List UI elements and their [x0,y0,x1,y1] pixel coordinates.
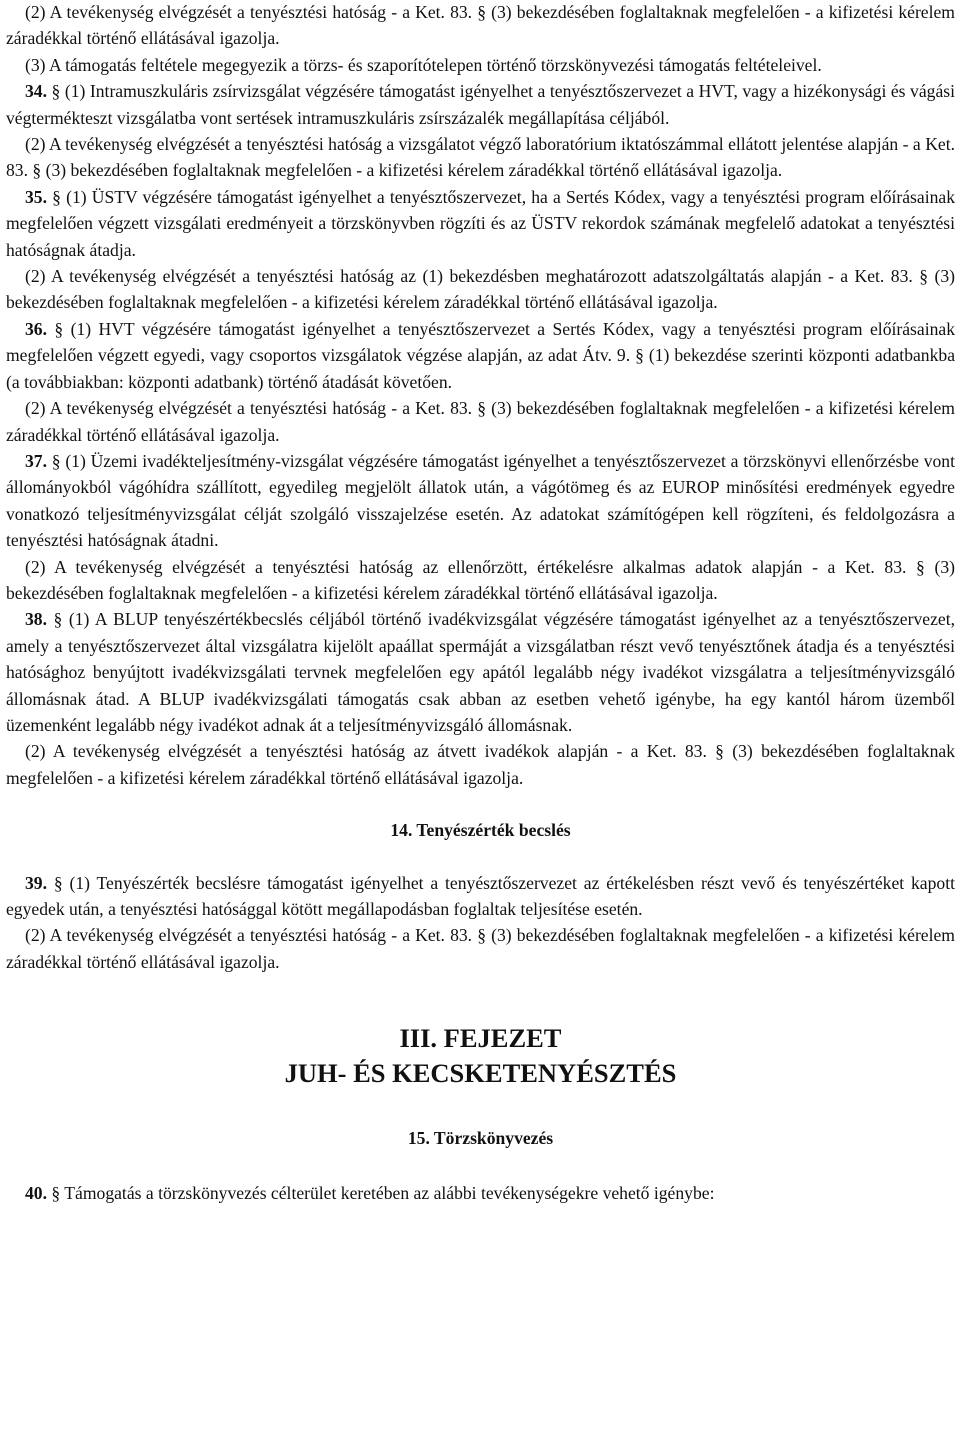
paragraph-text: § (1) Intramuszkuláris zsírvizsgálat végzésére támogatást igényelhet a tenyésztőszervezet a HVT, vagy a hizékonysági és vágási végtermékteszt vizsgálatba vont sertések intramuszkuláris zsírszázalék megállapítása céljából. [6,81,955,128]
paragraph-text: § (1) A BLUP tenyészértékbecslés céljából történő ivadékvizsgálat végzésére támogatást igényelhet az a tenyésztőszervezet, amely a tenyésztőszervezet által vizsgálatra kijelölt apaállat spermáját a vizsgálatban részt vevő tenyésztőnek átadja és a tenyésztési hatósághoz benyújtott ivadékvizsgálati tervnek megfelelően egy apától legalább négy ivadékot vizsgálatra a teljesítményvizsgáló állomásnak átad. A BLUP ivadékvizsgálati támogatás csak abban az esetben vehető igénybe, ha egy kantól három üzemből üzemenként legalább négy ivadékot adnak át a teljesítményvizsgáló állomásnak. [6,609,955,735]
paragraph-text: § (1) ÜSTV végzésére támogatást igényelhet a tenyésztőszervezet, ha a Sertés Kódex, vagy a tenyésztési program előírásainak megfelelően végzett vizsgálati eredményeit a törzskönyvben rögzíti és az ÜSTV rekordok számának megfelelő adatokat a tenyésztési hatóságnak átadja. [6,186,955,260]
paragraph-group-b [6,870,955,976]
paragraph [6,922,955,975]
paragraph [6,131,955,184]
paragraph [6,1180,955,1206]
paragraph [6,0,955,52]
paragraph-text: (3) A támogatás feltétele megegyezik a törzs- és szaporítótelepen történő törzskönyvezési támogatás feltételeivel. [25,54,822,75]
paragraph-text: (2) A tevékenység elvégzését a tenyésztési hatóság - a Ket. 83. § (3) bekezdésében foglaltaknak megfelelően - a kifizetési kérelem záradékkal történő ellátásával igazolja. [6,925,955,972]
paragraph-text: (2) A tevékenység elvégzését a tenyésztési hatóság - a Ket. 83. § (3) bekezdésében foglaltaknak megfelelően - a kifizetési kérelem záradékkal történő ellátásával igazolja. [6,398,955,445]
paragraph-number: 38. [25,609,47,630]
section-15-heading: 15. Törzskönyvezés [407,1128,554,1149]
document-page [6,0,955,1206]
paragraph [6,738,955,791]
paragraph-number: 39. [25,872,47,893]
paragraph [6,184,955,263]
paragraph-text: (2) A tevékenység elvégzését a tenyésztési hatóság az (1) bekezdésben meghatározott adatszolgáltatás alapján - a Ket. 83. § (3) bekezdésében foglaltaknak megfelelően - a kifizetési kérelem záradékkal történő ellátásával igazolja. [6,266,955,313]
paragraph [6,395,955,448]
paragraph [6,448,955,554]
paragraph-text: (2) A tevékenység elvégzését a tenyésztési hatóság a vizsgálatot végző laboratórium iktatószámmal ellátott jelentése alapján - a Ket. 83. § (3) bekezdésében foglaltaknak megfelelően - a kifizetési kérelem záradékkal történő ellátásával igazolja. [6,134,955,181]
paragraph [6,606,955,738]
paragraph-text: § Támogatás a törzskönyvezés célterület keretében az alábbi tevékenységekre vehető igénybe: [51,1182,715,1203]
section-14-heading: 14. Tenyészérték becslés [390,820,571,841]
paragraph-group-a [6,0,955,791]
paragraph-text: (2) A tevékenység elvégzését a tenyésztési hatóság az ellenőrzött, értékelésre alkalmas adatok alapján - a Ket. 83. § (3) bekezdésében foglaltaknak megfelelően - a kifizetési kérelem záradékkal történő ellátásával igazolja. [6,556,955,603]
paragraph [6,554,955,607]
paragraph-text: § (1) HVT végzésére támogatást igényelhet a tenyésztőszervezet a Sertés Kódex, vagy a tenyésztési program előírásainak megfelelően végzett egyedi, vagy csoportos vizsgálatok végzése alapján, az adat Átv. 9. § (1) bekezdése szerinti központi adatbankba (a továbbiakban: központi adatbank) történő átadását követően. [6,318,955,392]
paragraph [6,78,955,131]
paragraph-text: § (1) Tenyészérték becslésre támogatást igényelhet a tenyésztőszervezet az értékelésben részt vevő és tenyészértéket kapott egyedek után, a tenyésztési hatósággal kötött megállapodásban foglaltak teljesítése esetén. [6,872,955,919]
paragraph-text: § (1) Üzemi ivadékteljesítmény-vizsgálat végzésére támogatást igényelhet a tenyésztőszervezet a törzskönyvi ellenőrzésbe vont állományokból vágóhídra szállított, egyedileg megjelölt állatok után, a vágótömeg és az EUROP minősítési eredmények egyedre vonatkozó teljesítményvizsgálat célját szolgáló visszajelzése esetén. Az adatokat számítógépen kell rögzíteni, és feldolgozásra a tenyésztési hatóságnak átadni. [6,450,955,551]
paragraph-number: 37. [25,450,47,471]
paragraph-number: 40. [25,1182,47,1203]
paragraph [6,870,955,923]
chapter-title: JUH- ÉS KECSKETENYÉSZTÉS [284,1058,677,1089]
paragraph [6,263,955,316]
paragraph-text: (2) A tevékenység elvégzését a tenyésztési hatóság az átvett ivadékok alapján - a Ket. 83. § (3) bekezdésében foglaltaknak megfelelően - a kifizetési kérelem záradékkal történő ellátásával igazolja. [6,741,955,788]
paragraph-number: 35. [25,186,47,207]
chapter-number: III. FEJEZET [399,1023,562,1054]
paragraph-number: 36. [25,318,47,339]
paragraph [6,316,955,395]
paragraph [6,52,955,78]
paragraph-text: (2) A tevékenység elvégzését a tenyésztési hatóság - a Ket. 83. § (3) bekezdésében foglaltaknak megfelelően - a kifizetési kérelem záradékkal történő ellátásával igazolja. [6,2,955,49]
paragraph-group-c [6,1180,955,1206]
paragraph-number: 34. [25,81,47,102]
